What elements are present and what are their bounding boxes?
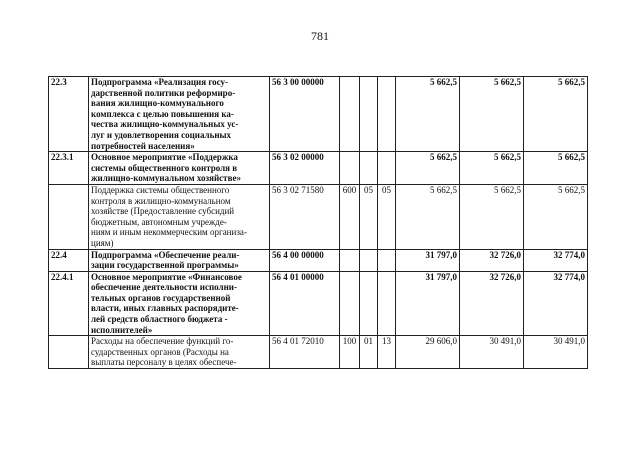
row-name — [89, 184, 270, 249]
amount-year-2: 5 662,5 — [460, 77, 524, 152]
row-index: 22.4 — [49, 249, 89, 271]
page-number: 781 — [311, 29, 329, 43]
row-name-line: Расходы на обеспечение функций го- — [91, 336, 234, 347]
row-name — [89, 249, 270, 271]
subsection-code — [378, 77, 396, 152]
amount-year-2: 30 491,0 — [460, 336, 524, 369]
row-name-line: чества жилищно-коммунальных ус- — [91, 119, 239, 130]
row-name-line: контроля в жилищно-коммунальном — [91, 195, 231, 206]
table-row — [49, 249, 588, 271]
amount-year-3: 5 662,5 — [524, 152, 588, 185]
row-name — [89, 77, 270, 152]
target-article-code: 56 3 00 00000 — [270, 77, 340, 152]
amount-year-3: 32 774,0 — [524, 271, 588, 336]
row-name-line: лей средств областного бюджета - — [91, 314, 228, 325]
row-index: 22.3.1 — [49, 152, 89, 185]
section-code: 05 — [360, 184, 378, 249]
budget-table — [48, 76, 588, 369]
row-name-line: Поддержка системы общественного — [91, 184, 230, 195]
row-name-line: системы общественного контроля в — [91, 162, 238, 173]
expense-type-code — [340, 271, 360, 336]
subsection-code — [378, 152, 396, 185]
amount-year-2: 5 662,5 — [460, 152, 524, 185]
amount-year-1: 31 797,0 — [396, 271, 460, 336]
row-name-line: сударственных органов (Расходы на — [91, 346, 229, 357]
row-name-line: потребностей населения» — [91, 140, 195, 151]
row-name — [89, 271, 270, 336]
row-name-line: обеспечение деятельности исполни- — [91, 282, 237, 293]
row-name-line: Подпрограмма «Реализация госу- — [91, 77, 229, 87]
subsection-code: 13 — [378, 336, 396, 369]
amount-year-2: 32 726,0 — [460, 249, 524, 271]
row-name-line: дарственной политики реформиро- — [91, 87, 236, 98]
row-index: 22.4.1 — [49, 271, 89, 336]
row-name-line: вания жилищно-коммунального — [91, 98, 224, 109]
amount-year-2: 32 726,0 — [460, 271, 524, 336]
section-code — [360, 271, 378, 336]
row-name-line: Подпрограмма «Обеспечение реали- — [91, 249, 240, 260]
expense-type-code — [340, 77, 360, 152]
subsection-code: 05 — [378, 184, 396, 249]
table-row — [49, 336, 588, 369]
table-row — [49, 77, 588, 152]
row-name — [89, 152, 270, 185]
row-name-line: власти, иных главных распорядите- — [91, 303, 239, 314]
target-article-code: 56 3 02 71580 — [270, 184, 340, 249]
amount-year-3: 5 662,5 — [524, 184, 588, 249]
expense-type-code — [340, 152, 360, 185]
row-name-line: ниям и иным некоммерческим организа- — [91, 227, 247, 238]
row-name-line: зации государственной программы» — [91, 260, 239, 271]
target-article-code: 56 3 02 00000 — [270, 152, 340, 185]
row-name-line: хозяйстве (Предоставление субсидий — [91, 206, 235, 217]
target-article-code: 56 4 00 00000 — [270, 249, 340, 271]
row-name-line: Основное мероприятие «Финансовое — [91, 271, 242, 282]
row-index — [49, 336, 89, 369]
subsection-code — [378, 271, 396, 336]
expense-type-code — [340, 249, 360, 271]
row-name-line: циям) — [91, 237, 114, 248]
amount-year-3: 32 774,0 — [524, 249, 588, 271]
amount-year-1: 29 606,0 — [396, 336, 460, 369]
expense-type-code: 100 — [340, 336, 360, 369]
amount-year-1: 31 797,0 — [396, 249, 460, 271]
table-body — [49, 77, 588, 369]
row-name-line: тельных органов государственной — [91, 292, 231, 303]
section-code: 01 — [360, 336, 378, 369]
amount-year-3: 5 662,5 — [524, 77, 588, 152]
amount-year-3: 30 491,0 — [524, 336, 588, 369]
row-name-line: комплекса с целью повышения ка- — [91, 108, 234, 119]
row-index — [49, 184, 89, 249]
table-row — [49, 271, 588, 336]
row-name-line: жилищно-коммунальном хозяйстве» — [91, 173, 241, 184]
row-name-line: луг и удовлетворения социальных — [91, 129, 232, 140]
table-row — [49, 152, 588, 185]
row-name — [89, 336, 270, 369]
section-code — [360, 77, 378, 152]
expense-type-code: 600 — [340, 184, 360, 249]
target-article-code: 56 4 01 00000 — [270, 271, 340, 336]
section-code — [360, 249, 378, 271]
amount-year-2: 5 662,5 — [460, 184, 524, 249]
section-code — [360, 152, 378, 185]
row-name-line: бюджетным, автономным учрежде- — [91, 216, 227, 227]
subsection-code — [378, 249, 396, 271]
row-name-line: Основное мероприятие «Поддержка — [91, 152, 238, 163]
row-index: 22.3 — [49, 77, 89, 152]
amount-year-1: 5 662,5 — [396, 77, 460, 152]
target-article-code: 56 4 01 72010 — [270, 336, 340, 369]
amount-year-1: 5 662,5 — [396, 184, 460, 249]
row-name-line: выплаты персоналу в целях обеспече- — [91, 357, 237, 368]
row-name-line: исполнителей» — [91, 324, 153, 335]
amount-year-1: 5 662,5 — [396, 152, 460, 185]
table-row — [49, 184, 588, 249]
